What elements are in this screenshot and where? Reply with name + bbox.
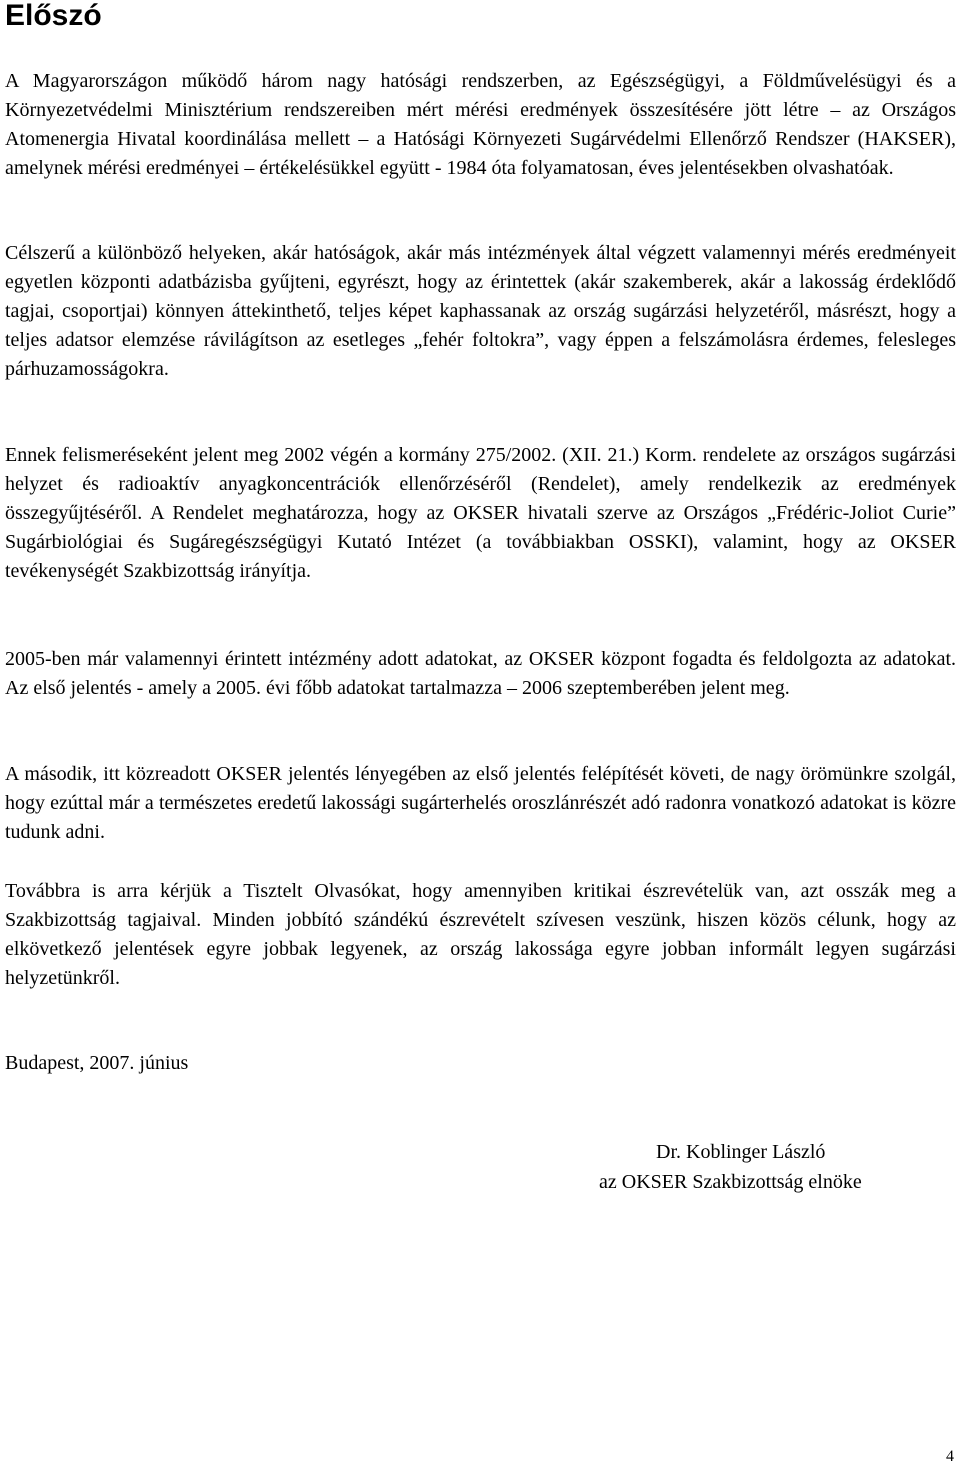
signatory-role: az OKSER Szakbizottság elnöke (599, 1171, 862, 1193)
dateline: Budapest, 2007. június (5, 1052, 189, 1074)
paragraph-2: Célszerű a különböző helyeken, akár hatóságok, akár más intézmények által végzett valamennyi mérés eredményeit egyetlen központi adatbázisba gyűjteni, egyrészt, hogy az érintettek (akár szakemberek, akár a lakosság érdeklődő tagjai, csoportjai) könnyen áttekinthető, teljes képet kaphassanak az ország sugárzási helyzetéről, másrészt, hogy a teljes adatsor elemzése rávilágítson az esetleges „fehér foltokra”, vagy éppen a felszámolásra érdemes, felesleges párhuzamosságokra. (5, 242, 956, 380)
paragraph-1: A Magyarországon működő három nagy hatósági rendszerben, az Egészségügyi, a Földművelésügyi és a Környezetvédelmi Minisztérium rendszereiben mért mérési eredmények összesítésére jött létre – az Országos Atomenergia Hivatal koordinálása mellett – a Hatósági Környezeti Sugárvédelmi Ellenőrző Rendszer (HAKSER), amelynek mérési eredményei – értékelésükkel együtt - 1984 óta folyamatosan, éves jelentésekben olvashatóak. (5, 70, 956, 179)
signatory-name: Dr. Koblinger László (656, 1141, 826, 1163)
page-title: Előszó (5, 0, 102, 32)
paragraph-3: Ennek felismeréseként jelent meg 2002 végén a kormány 275/2002. (XII. 21.) Korm. rendelete az országos sugárzási helyzet és radioaktív anyagkoncentrációk ellenőrzéséről (Rendelet), amely rendelkezik az eredmények összegyűjtéséről. A Rendelet meghatározza, hogy az OKSER hivatali szerve az Országos „Frédéric-Joliot Curie” Sugárbiológiai és Sugáregészségügyi Kutató Intézet (a továbbiakban OSSKI), valamint, hogy az OKSER tevékenységét Szakbizottság irányítja. (5, 444, 956, 582)
paragraph-6: Továbbra is arra kérjük a Tisztelt Olvasókat, hogy amennyiben kritikai észrevételük van, azt osszák meg a Szakbizottság tagjaival. Minden jobbító szándékú észrevételt szívesen veszünk, hiszen közös célunk, hogy az elkövetkező jelentések egyre jobbak legyenek, az ország lakossága egyre jobban informált legyen sugárzási helyzetünkről. (5, 880, 956, 989)
paragraph-4: 2005-ben már valamennyi érintett intézmény adott adatokat, az OKSER központ fogadta és feldolgozta az adatokat. Az első jelentés - amely a 2005. évi főbb adatokat tartalmazza – 2006 szeptemberében jelent meg. (5, 648, 956, 699)
signature-block (599, 1137, 939, 1197)
paragraph-5: A második, itt közreadott OKSER jelentés lényegében az első jelentés felépítését követi, de nagy örömünkre szolgál, hogy ezúttal már a természetes eredetű lakossági sugárterhelés oroszlánrészét adó radonra vonatkozó adatokat is közre tudunk adni. (5, 763, 956, 843)
page-number: 4 (946, 1448, 954, 1465)
